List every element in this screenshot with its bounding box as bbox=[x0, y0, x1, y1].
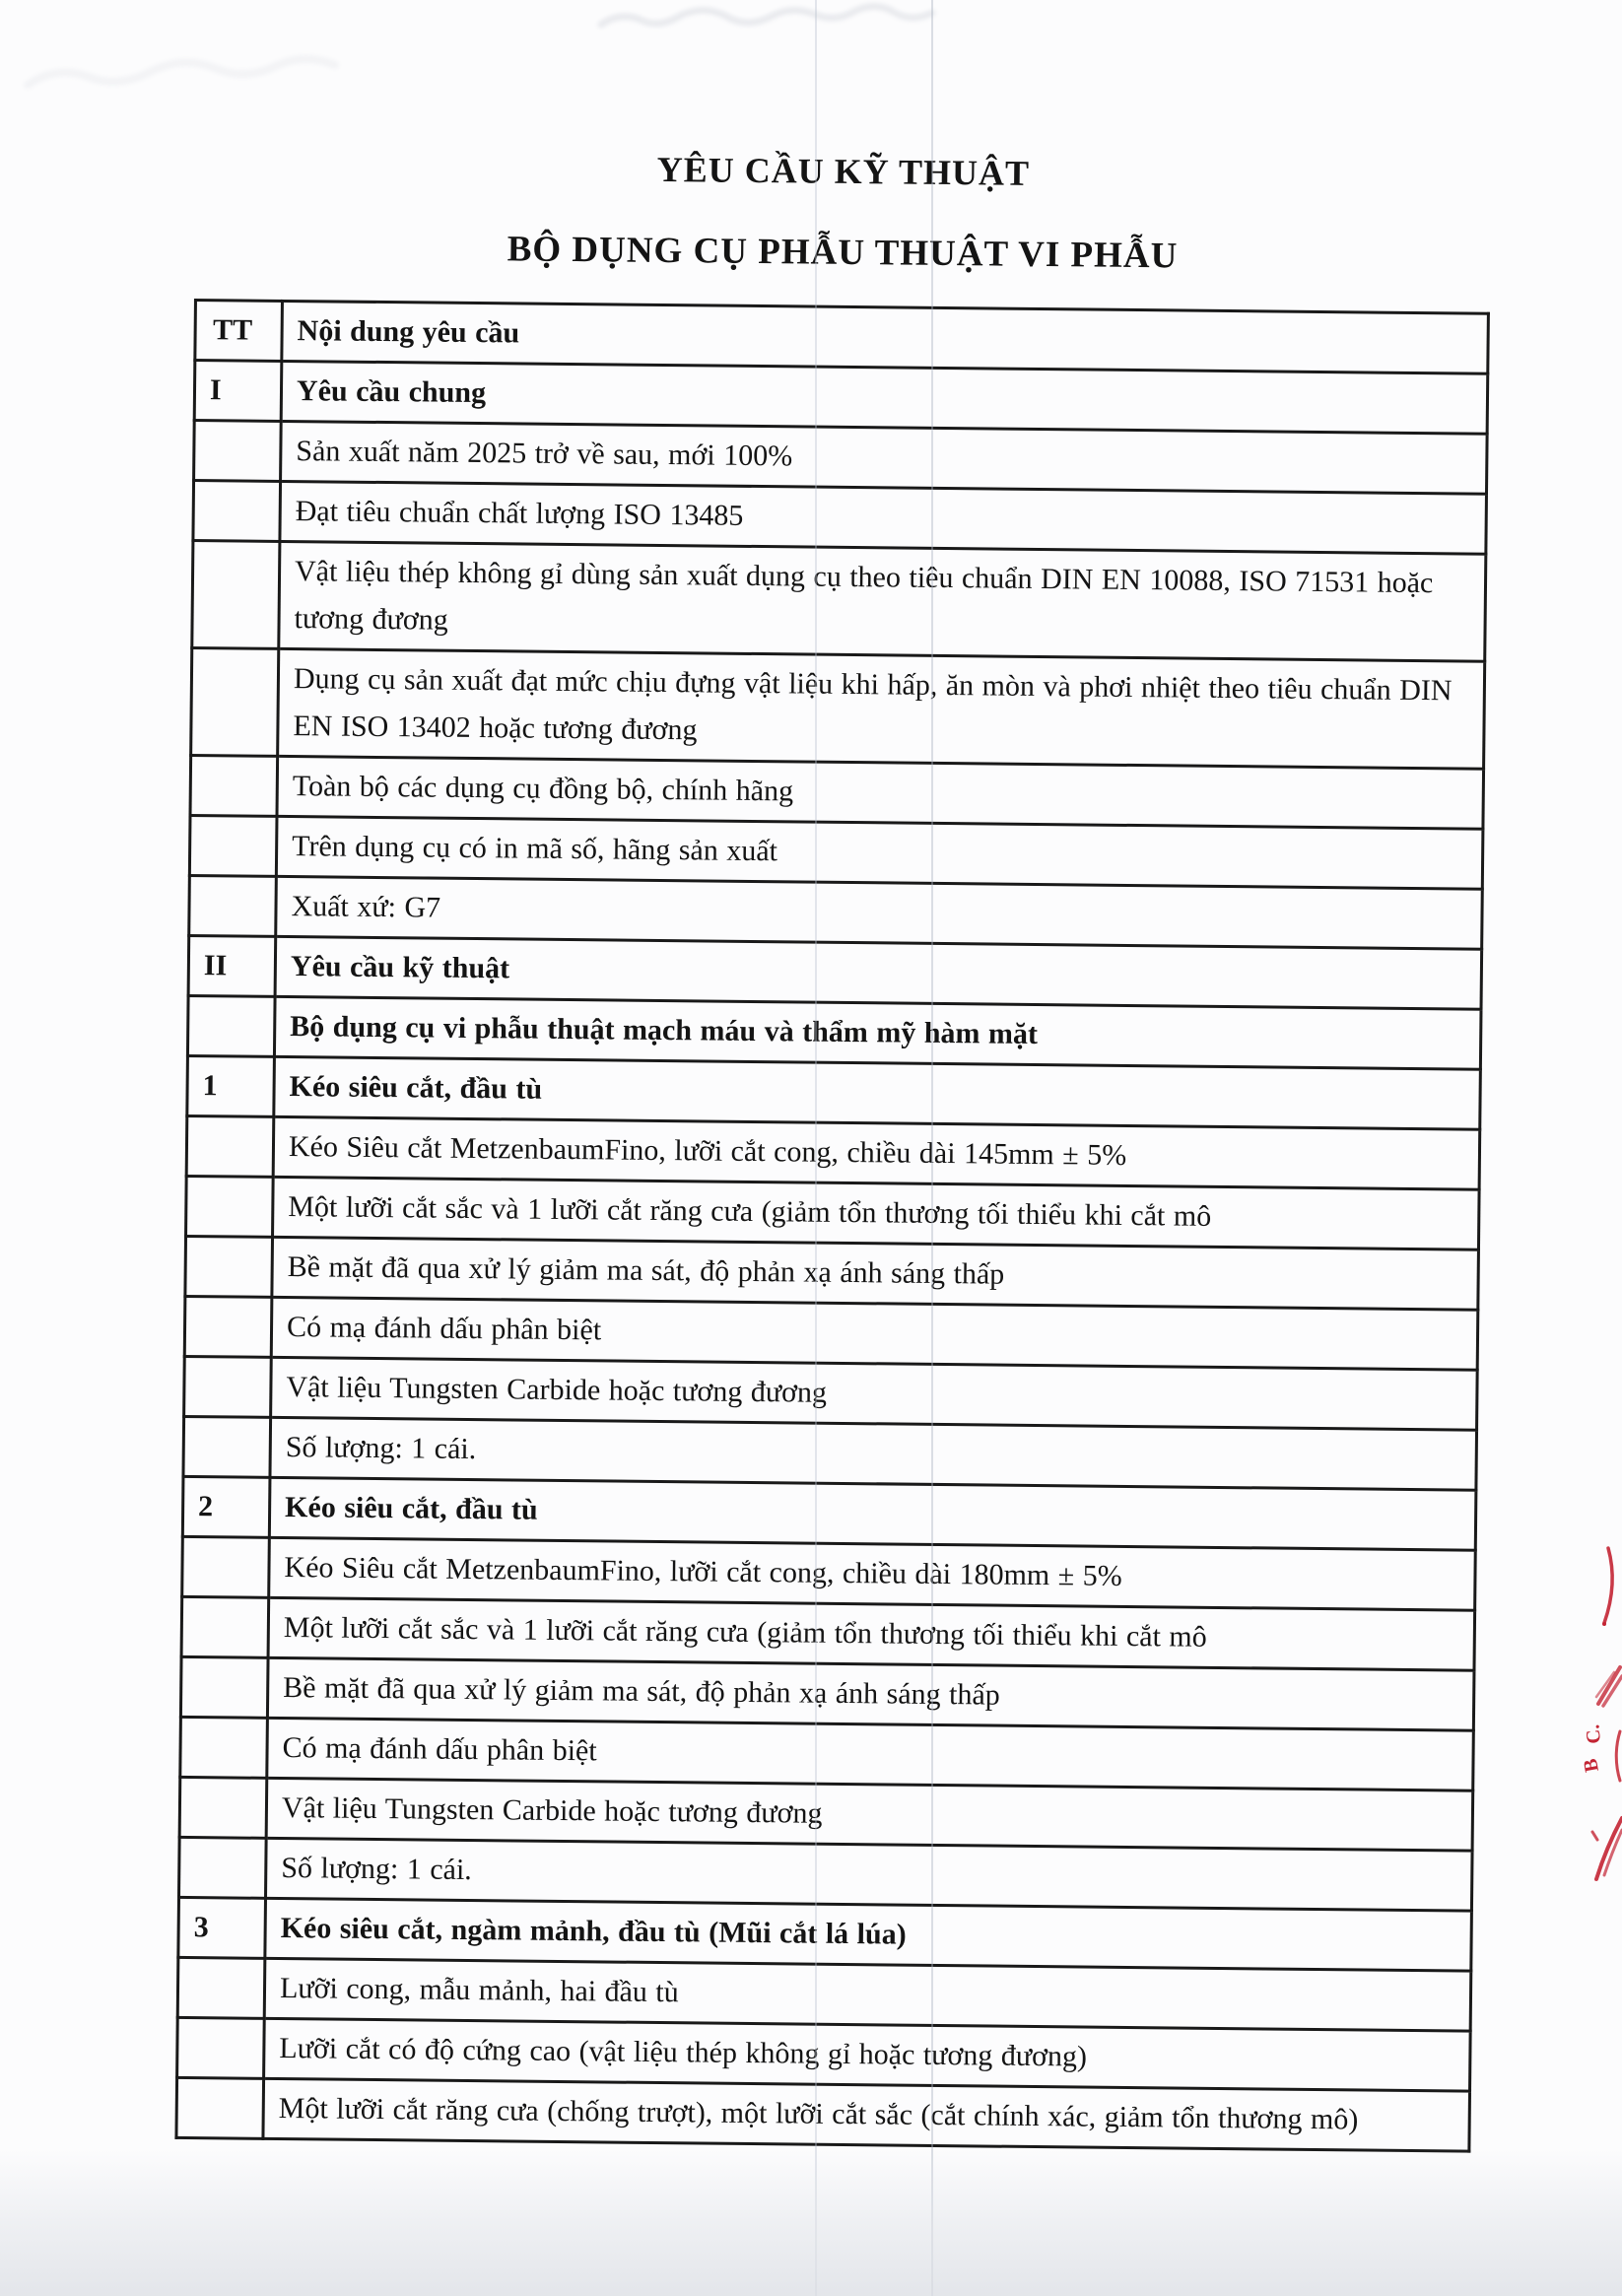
row-number-cell bbox=[191, 647, 279, 756]
row-text-cell: Sản xuất năm 2025 trở về sau, mới 100% bbox=[281, 421, 1488, 494]
row-number-cell: 3 bbox=[178, 1897, 266, 1958]
row-number-cell bbox=[190, 755, 278, 816]
row-text-cell: Kéo Siêu cắt MetzenbaumFino, lưỡi cắt cong, chiều dài 180mm ± 5% bbox=[269, 1537, 1476, 1610]
row-text-cell: Trên dụng cụ có in mã số, hãng sản xuất bbox=[276, 816, 1483, 889]
header-cell-content: Nội dung yêu cầu bbox=[282, 301, 1489, 373]
row-text-cell: Yêu cầu kỹ thuật bbox=[275, 936, 1482, 1009]
row-number-cell bbox=[182, 1536, 270, 1597]
row-number-cell bbox=[184, 1296, 272, 1357]
row-text-cell: Vật liệu thép không gỉ dùng sản xuất dụng cụ theo tiêu chuẩn DIN EN 10088, ISO 71531 hoặc tương đương bbox=[279, 541, 1486, 661]
row-number-cell bbox=[186, 1115, 274, 1177]
row-text-cell: Có mạ đánh dấu phân biệt bbox=[271, 1297, 1478, 1370]
stamp-letter: C. bbox=[1582, 1723, 1605, 1745]
row-text-cell: Vật liệu Tungsten Carbide hoặc tương đương bbox=[266, 1778, 1473, 1851]
row-number-cell bbox=[194, 421, 282, 482]
row-text-cell: Bề mặt đã qua xử lý giảm ma sát, độ phản xạ ánh sáng thấp bbox=[267, 1657, 1474, 1730]
row-text-cell: Kéo siêu cắt, đầu tù bbox=[274, 1056, 1481, 1129]
row-number-cell bbox=[179, 1777, 267, 1838]
row-text-cell: Yêu cầu chung bbox=[281, 361, 1488, 434]
row-text-cell: Kéo siêu cắt, đầu tù bbox=[269, 1477, 1476, 1550]
row-text-cell: Lưỡi cắt có độ cứng cao (vật liệu thép không gỉ hoặc tương đương) bbox=[264, 2018, 1471, 2091]
row-number-cell: II bbox=[188, 935, 276, 996]
row-number-cell bbox=[178, 1837, 266, 1898]
row-text-cell: Số lượng: 1 cái. bbox=[265, 1838, 1472, 1911]
row-text-cell: Bề mặt đã qua xử lý giảm ma sát, độ phản xạ ánh sáng thấp bbox=[272, 1237, 1479, 1310]
header-cell-tt: TT bbox=[195, 301, 283, 362]
row-text-cell: Số lượng: 1 cái. bbox=[270, 1417, 1477, 1490]
row-text-cell: Kéo Siêu cắt MetzenbaumFino, lưỡi cắt cong, chiều dài 145mm ± 5% bbox=[273, 1116, 1480, 1189]
row-number-cell bbox=[180, 1717, 268, 1778]
page-subtitle: BỘ DỤNG CỤ PHẪU THUẬT VI PHẪU bbox=[507, 229, 1179, 277]
row-number-cell bbox=[176, 2077, 264, 2138]
row-number-cell: 1 bbox=[187, 1055, 275, 1116]
row-number-cell bbox=[192, 541, 280, 649]
row-number-cell bbox=[185, 1236, 273, 1297]
row-number-cell bbox=[184, 1356, 272, 1417]
row-text-cell: Vật liệu Tungsten Carbide hoặc tương đương bbox=[271, 1357, 1478, 1430]
row-number-cell: I bbox=[194, 361, 282, 422]
row-text-cell: Một lưỡi cắt sắc và 1 lưỡi cắt răng cưa (giảm tổn thương tối thiểu khi cắt mô bbox=[268, 1597, 1475, 1670]
requirements-table bbox=[174, 299, 1489, 2153]
row-text-cell: Có mạ đánh dấu phân biệt bbox=[267, 1718, 1474, 1790]
row-number-cell bbox=[180, 1656, 268, 1718]
row-number-cell bbox=[183, 1416, 271, 1477]
row-text-cell: Một lưỡi cắt sắc và 1 lưỡi cắt răng cưa (giảm tổn thương tối thiểu khi cắt mô bbox=[273, 1177, 1480, 1249]
document-titles bbox=[194, 144, 1491, 281]
table-row bbox=[191, 647, 1485, 769]
row-text-cell: Đạt tiêu chuẩn chất lượng ISO 13485 bbox=[280, 481, 1487, 554]
row-number-cell bbox=[177, 2017, 265, 2078]
row-text-cell: Dụng cụ sản xuất đạt mức chịu đựng vật liệu khi hấp, ăn mòn và phơi nhiệt theo tiêu chuẩn DIN EN ISO 13402 hoặc tương đương bbox=[278, 648, 1485, 769]
table-row bbox=[176, 2077, 1470, 2151]
table-row bbox=[192, 541, 1486, 662]
row-text-cell: Xuất xứ: G7 bbox=[276, 876, 1483, 949]
row-text-cell: Toàn bộ các dụng cụ đồng bộ, chính hãng bbox=[277, 756, 1484, 829]
row-text-cell: Bộ dụng cụ vi phẫu thuật mạch máu và thẩm mỹ hàm mặt bbox=[274, 996, 1481, 1069]
row-number-cell: 2 bbox=[182, 1476, 270, 1537]
row-number-cell bbox=[186, 1176, 274, 1237]
row-number-cell bbox=[193, 481, 281, 542]
row-number-cell bbox=[181, 1596, 269, 1657]
row-number-cell bbox=[187, 995, 275, 1056]
row-number-cell bbox=[177, 1957, 265, 2018]
row-number-cell bbox=[189, 875, 277, 936]
scan-shadow bbox=[0, 2148, 1622, 2296]
row-text-cell: Một lưỡi cắt răng cưa (chống trượt), một lưỡi cắt sắc (cắt chính xác, giảm tổn thương mô) bbox=[263, 2078, 1470, 2151]
row-number-cell bbox=[189, 815, 277, 876]
row-text-cell: Lưỡi cong, mẫu mảnh, hai đầu tù bbox=[264, 1958, 1471, 2031]
stamp-letter: B bbox=[1579, 1756, 1603, 1774]
row-text-cell: Kéo siêu cắt, ngàm mảnh, đầu tù (Mũi cắt lá lúa) bbox=[265, 1898, 1472, 1971]
page-title: YÊU CẦU KỸ THUẬT bbox=[656, 149, 1031, 193]
